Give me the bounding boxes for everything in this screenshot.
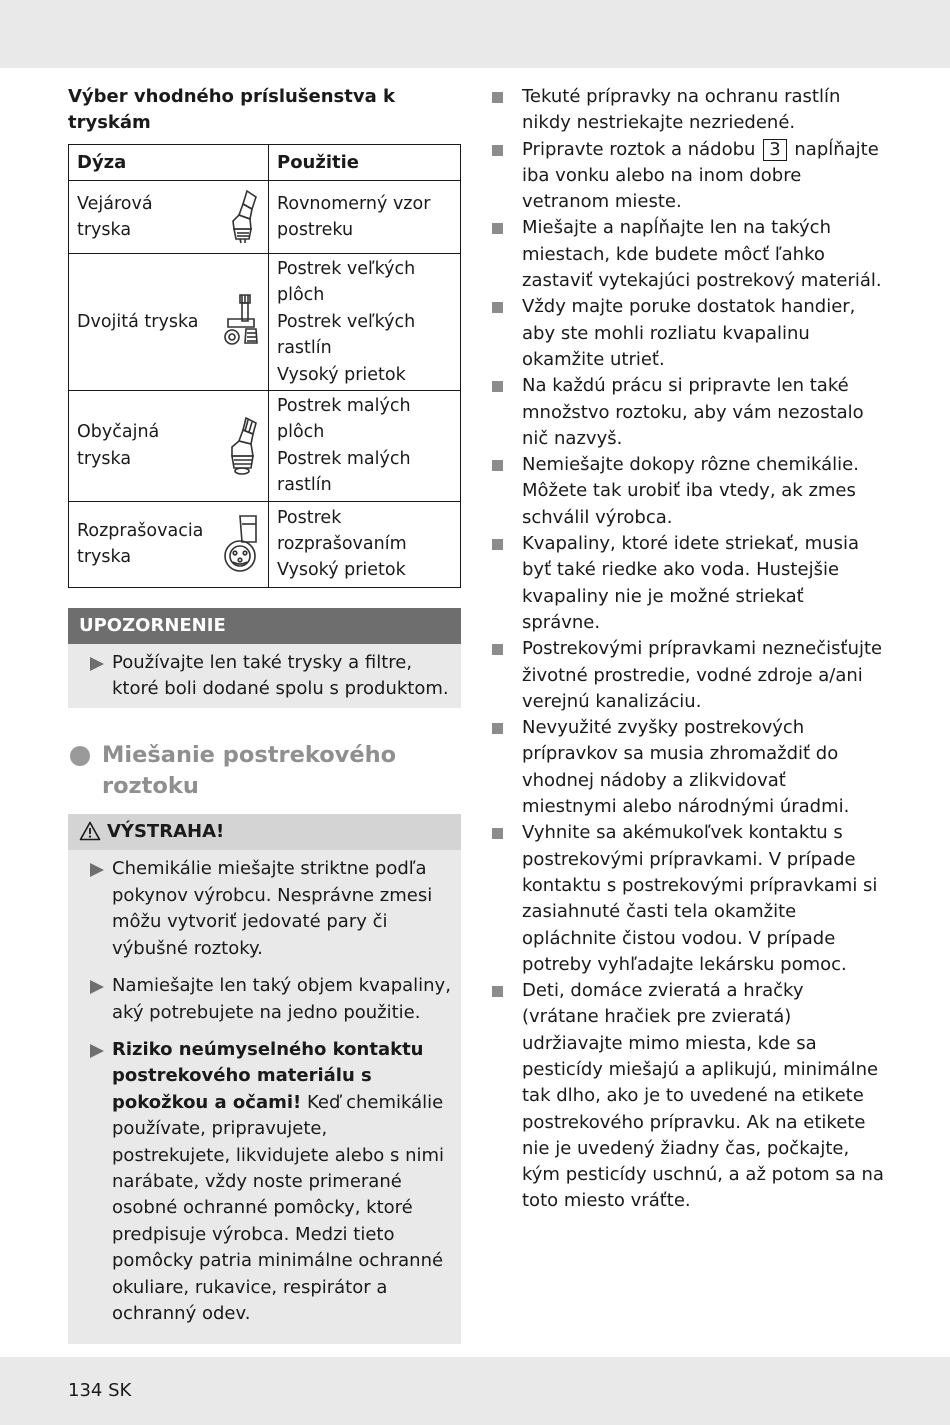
use-line: Postrek veľkých rastlín xyxy=(277,311,416,359)
use-cell xyxy=(269,254,461,391)
warning-item-bold: Riziko neúmyselného kontaktu postrekového materiálu s pokožkou a očami! xyxy=(112,1038,424,1113)
accessories-title: Výber vhodného príslušenstva k tryskám xyxy=(68,86,395,133)
notice-body xyxy=(68,644,461,709)
list-item xyxy=(490,715,885,820)
mixing-heading xyxy=(68,740,461,801)
list-item xyxy=(490,978,885,1215)
square-bullet-icon xyxy=(492,723,503,734)
nozzle-cell xyxy=(69,181,269,254)
table-row xyxy=(69,181,461,254)
nozzle-name: Obyčajná tryska xyxy=(77,422,160,469)
warning-item xyxy=(78,1037,451,1327)
fan-nozzle-icon xyxy=(222,187,262,247)
triangle-bullet-icon xyxy=(90,863,104,877)
use-line: Rovnomerný vzor postreku xyxy=(277,193,431,240)
use-line: Postrek malých plôch xyxy=(277,396,411,443)
triangle-bullet-icon xyxy=(90,980,104,994)
list-item-text: Kvapaliny, ktoré idete striekať, musia byť také riedke ako voda. Hustejšie kvapaliny nie je možné striekať správne. xyxy=(522,533,859,633)
list-item-text: Vyhnite sa akémukoľvek kontaktu s postrekovými prípravkami. V prípade kontaktu s postrekovými prípravkami si zasiahnuté časti tela okamžite opláchnite čistou vodou. V prípade potreby vyhľadajte lekársku pomoc. xyxy=(522,822,878,975)
list-item xyxy=(490,531,885,636)
right-column xyxy=(490,84,885,1215)
list-item xyxy=(490,820,885,978)
spray-nozzle-icon xyxy=(218,512,262,576)
notice-box xyxy=(68,608,461,709)
nozzle-cell xyxy=(69,501,269,587)
list-item-text: napĺňajte iba vonku alebo na inom dobre vetranom mieste. xyxy=(522,138,879,213)
nozzle-column-header: Dýza xyxy=(69,145,269,181)
nozzle-table xyxy=(68,144,461,588)
nozzle-name: Dvojitá tryska xyxy=(77,311,199,332)
notice-title: UPOZORNENIE xyxy=(68,608,461,644)
use-cell xyxy=(269,391,461,502)
warning-item-text: Namiešajte len taký objem kvapaliny, aký potrebujete na jedno použitie. xyxy=(112,975,451,1023)
standard-nozzle-icon xyxy=(222,414,262,478)
warning-box xyxy=(68,814,461,1344)
header-band xyxy=(0,0,950,68)
square-bullet-icon xyxy=(492,145,503,156)
list-item-text: Deti, domáce zvieratá a hračky (vrátane hračiek pre zvieratá) udržiavajte mimo miesta, kde sa pesticídy miešajú a aplikujú, minimálne tak dlho, ako je to uvedené na etikete postrekového prípravku. Ak na etikete nie je uvedený žiadny čas, počkajte, kým pesticídy uschnú, a až potom sa na toto miesto vráťte. xyxy=(522,980,884,1212)
warning-title: VÝSTRAHA! xyxy=(107,821,225,843)
table-row xyxy=(69,501,461,587)
nozzle-cell xyxy=(69,254,269,391)
list-item-text: Na každú prácu si pripravte len také množstvo roztoku, aby vám nezostalo nič nazvyš. xyxy=(522,375,864,449)
square-bullet-icon xyxy=(492,460,503,471)
table-row xyxy=(69,391,461,502)
use-line: Postrek veľkých plôch xyxy=(277,259,416,306)
notice-item-text: Používajte len také trysky a filtre, ktoré boli dodané spolu s produktom. xyxy=(112,651,449,700)
warning-item xyxy=(78,973,451,1026)
square-bullet-icon xyxy=(492,986,503,997)
list-item xyxy=(490,373,885,452)
warning-item xyxy=(78,856,451,962)
list-item-text: Miešajte a napĺňajte len na takých miestach, kde budete môcť ľahko zastaviť vytekajúci postrekový materiál. xyxy=(522,217,882,292)
list-item xyxy=(490,636,885,715)
list-item xyxy=(490,215,885,294)
list-item-text: Tekuté prípravky na ochranu rastlín nikdy nestriekajte nezriedené. xyxy=(522,86,841,134)
warning-body xyxy=(68,850,461,1327)
square-bullet-icon xyxy=(492,828,503,839)
list-item xyxy=(490,452,885,531)
list-item-text: Pripravte roztok a nádobu xyxy=(522,138,756,160)
page-number: 134 SK xyxy=(68,1380,132,1401)
warning-item-text: Keď chemikálie používate, pripravujete, postrekujete, likvidujete alebo s nimi narábate, vždy noste primerané osobné ochranné pomôcky, ktoré predpisuje výrobca. Medzi tieto pomôcky patria minimálne ochranné okuliare, rukavice, respirátor a ochranný odev. xyxy=(112,1091,445,1324)
use-line: Vysoký prietok xyxy=(277,560,406,581)
square-bullet-icon xyxy=(492,539,503,550)
list-item xyxy=(490,294,885,373)
use-cell xyxy=(269,501,461,587)
list-item-text: Nemiešajte dokopy rôzne chemikálie. Môžete tak urobiť iba vtedy, ak zmes schválil výrobca. xyxy=(522,454,859,528)
warning-triangle-icon xyxy=(79,821,101,841)
warning-item-text: Chemikálie miešajte striktne podľa pokynov výrobcu. Nesprávne zmesi môžu vytvoriť jedovaté pary či výbušné roztoky. xyxy=(112,858,433,959)
nozzle-name: Rozprašovacia tryska xyxy=(77,520,204,568)
mixing-heading-text: Miešanie postrekového roztoku xyxy=(102,742,397,799)
nozzle-cell xyxy=(69,391,269,502)
list-item xyxy=(490,137,885,216)
square-bullet-icon xyxy=(492,381,503,392)
use-line: Postrek malých rastlín xyxy=(277,448,411,496)
use-line: Vysoký prietok xyxy=(277,364,406,385)
square-bullet-icon xyxy=(492,223,503,234)
double-nozzle-icon xyxy=(220,291,262,353)
list-item-text: Postrekovými prípravkami neznečisťujte životné prostredie, vodné zdroje a/ani verejnú kanalizáciu. xyxy=(522,638,883,712)
warning-header xyxy=(68,814,461,850)
use-line: Postrek rozprašovaním xyxy=(277,507,407,554)
square-bullet-icon xyxy=(492,644,503,655)
list-item-text: Vždy majte poruke dostatok handier, aby ste mohli rozliatu kvapalinu okamžite utrieť. xyxy=(522,296,856,370)
triangle-bullet-icon xyxy=(90,657,104,671)
part-reference-number: 3 xyxy=(763,139,786,161)
circle-bullet-icon xyxy=(70,746,90,766)
footer-band xyxy=(0,1357,950,1425)
square-bullet-icon xyxy=(492,302,503,313)
use-cell xyxy=(269,181,461,254)
triangle-bullet-icon xyxy=(90,1044,104,1058)
nozzle-name: Vejárová tryska xyxy=(77,193,153,240)
list-item xyxy=(490,84,885,137)
table-header-row xyxy=(69,145,461,181)
use-column-header: Použitie xyxy=(269,145,461,181)
table-row xyxy=(69,254,461,391)
square-bullet-icon xyxy=(492,92,503,103)
notice-item xyxy=(78,650,451,703)
list-item-text: Nevyužité zvyšky postrekových prípravkov sa musia zhromaždiť do vhodnej nádoby a zlikvidovať miestnymi alebo národnými úradmi. xyxy=(522,717,850,818)
left-column xyxy=(68,84,461,1344)
